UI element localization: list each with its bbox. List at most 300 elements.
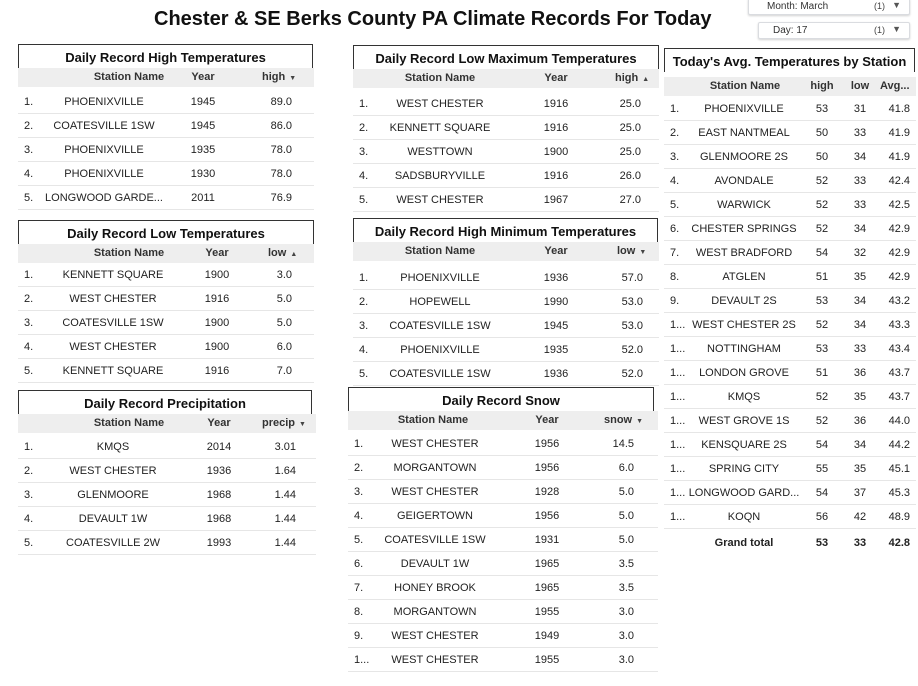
cell-avg: 44.2 [888, 439, 910, 451]
cell-station: WESTTOWN [407, 146, 473, 158]
cell-station: PHOENIXVILLE [400, 272, 480, 284]
cell-low: 34 [853, 319, 867, 331]
row-index: 4. [24, 168, 34, 180]
cell-value: 6.0 [618, 462, 634, 474]
cell-value: 25.0 [619, 146, 641, 158]
cell-value: 5.0 [276, 293, 292, 305]
column-header-low[interactable]: low [850, 80, 870, 92]
row-index: 5. [359, 194, 369, 206]
table-row [348, 648, 658, 672]
row-index: 6. [354, 558, 364, 570]
cell-station: WEST CHESTER [396, 98, 484, 110]
cell-year: 1916 [204, 293, 230, 305]
column-header-year[interactable]: Year [544, 72, 568, 84]
row-index: 1... [670, 463, 686, 475]
table-row [664, 505, 916, 529]
page-title: Chester & SE Berks County PA Climate Records For Today [154, 8, 712, 30]
total-high: 53 [815, 537, 829, 549]
cell-station: CHESTER SPRINGS [691, 223, 797, 235]
cell-station: WEST CHESTER [69, 341, 157, 353]
row-index: 3. [359, 146, 369, 158]
table-row [18, 435, 316, 459]
table-row [664, 385, 916, 409]
cell-high: 52 [815, 391, 829, 403]
row-index: 5. [24, 365, 34, 377]
cell-station: LONGWOOD GARD... [688, 487, 800, 499]
column-header-year[interactable]: Year [205, 247, 229, 259]
row-index: 1... [354, 654, 370, 666]
cell-value: 3.5 [618, 582, 634, 594]
table-header [353, 242, 659, 261]
chevron-down-icon[interactable]: ▼ [892, 0, 901, 10]
table-title: Daily Record Low Temperatures [18, 220, 314, 244]
sort-desc-icon[interactable]: ▼ [639, 249, 647, 256]
cell-station: KENSQUARE 2S [701, 439, 787, 451]
cell-year: 1956 [534, 510, 560, 522]
cell-avg: 45.3 [888, 487, 910, 499]
cell-station: HOPEWELL [409, 296, 471, 308]
cell-avg: 42.5 [888, 199, 910, 211]
cell-station: KOQN [727, 511, 761, 523]
cell-high: 50 [815, 127, 829, 139]
table-row [664, 361, 916, 385]
table-row [18, 335, 314, 359]
cell-year: 1900 [204, 269, 230, 281]
table-row [353, 290, 659, 314]
column-header-station[interactable]: Station Name [93, 417, 165, 429]
row-index: 5. [359, 368, 369, 380]
cell-station: NOTTINGHAM [707, 343, 781, 355]
cell-year: 1930 [190, 168, 216, 180]
cell-high: 52 [815, 415, 829, 427]
cell-avg: 42.9 [888, 271, 910, 283]
cell-value: 78.0 [270, 144, 292, 156]
cell-high: 52 [815, 223, 829, 235]
cell-avg: 42.9 [888, 223, 910, 235]
cell-station: WEST CHESTER [69, 465, 157, 477]
table-row [18, 162, 314, 186]
column-header-year[interactable]: Year [535, 414, 559, 426]
column-header-value[interactable]: snow ▼ [604, 414, 644, 426]
cell-low: 33 [853, 199, 867, 211]
cell-year: 2011 [191, 192, 215, 204]
cell-low: 35 [853, 391, 867, 403]
cell-year: 1949 [534, 630, 560, 642]
table-title: Daily Record Low Maximum Temperatures [353, 45, 659, 69]
row-index: 1... [670, 319, 686, 331]
cell-station: LONGWOOD GARDE... [45, 192, 163, 204]
cell-station: COATESVILLE 1SW [389, 368, 491, 380]
cell-avg: 41.8 [888, 103, 910, 115]
column-header-value[interactable]: low ▲ [268, 247, 298, 259]
row-index: 2. [354, 462, 364, 474]
cell-year: 1968 [206, 489, 232, 501]
table-row [664, 193, 916, 217]
cell-year: 1945 [190, 96, 216, 108]
month-filter[interactable] [748, 0, 910, 15]
row-index: 1. [24, 441, 34, 453]
cell-year: 1916 [543, 122, 569, 134]
cell-avg: 43.4 [888, 343, 910, 355]
cell-avg: 44.0 [888, 415, 910, 427]
cell-station: WEST CHESTER [391, 654, 479, 666]
cell-value: 1.44 [274, 513, 296, 525]
chevron-down-icon[interactable]: ▼ [892, 24, 901, 34]
cell-year: 1931 [534, 534, 560, 546]
cell-year: 1936 [543, 272, 569, 284]
cell-avg: 43.7 [888, 391, 910, 403]
cell-station: COATESVILLE 1SW [384, 534, 486, 546]
cell-low: 37 [853, 487, 867, 499]
table-row [664, 169, 916, 193]
day-filter-count: (1) [874, 25, 885, 35]
cell-year: 1965 [534, 582, 560, 594]
row-index: 1... [670, 511, 686, 523]
column-header-station[interactable]: Station Name [93, 71, 165, 83]
table-row [353, 116, 659, 140]
table-title: Daily Record Precipitation [18, 390, 312, 414]
cell-low: 32 [853, 247, 867, 259]
row-index: 3. [354, 486, 364, 498]
column-header-station[interactable]: Station Name [404, 245, 476, 257]
cell-high: 54 [815, 487, 829, 499]
cell-low: 35 [853, 463, 867, 475]
cell-low: 31 [853, 103, 867, 115]
table-row [348, 552, 658, 576]
table-title: Daily Record Snow [348, 387, 654, 411]
row-index: 7. [670, 247, 680, 259]
table-row [664, 337, 916, 361]
cell-year: 1956 [534, 462, 560, 474]
cell-station: WEST CHESTER [396, 194, 484, 206]
cell-high: 52 [815, 319, 829, 331]
row-index: 4. [359, 344, 369, 356]
cell-value: 7.0 [276, 365, 292, 377]
cell-high: 56 [815, 511, 829, 523]
cell-value: 76.9 [270, 192, 292, 204]
cell-station: PHOENIXVILLE [704, 103, 784, 115]
row-index: 3. [24, 144, 34, 156]
row-index: 4. [24, 341, 34, 353]
total-low: 33 [853, 537, 867, 549]
table-row [348, 600, 658, 624]
cell-station: DEVAULT 1W [78, 513, 148, 525]
row-index: 3. [24, 317, 34, 329]
cell-station: WARWICK [717, 199, 771, 211]
row-index: 6. [670, 223, 680, 235]
day-filter-label: Day: 17 [773, 25, 808, 36]
cell-year: 1945 [190, 120, 216, 132]
cell-value: 6.0 [276, 341, 292, 353]
cell-low: 34 [853, 151, 867, 163]
snow-table [348, 387, 658, 675]
cell-year: 1968 [206, 513, 232, 525]
cell-station: MORGANTOWN [393, 606, 477, 618]
table-row [664, 217, 916, 241]
table-title: Today's Avg. Temperatures by Station [664, 48, 915, 72]
cell-avg: 43.3 [888, 319, 910, 331]
table-header [18, 68, 314, 87]
cell-value: 27.0 [619, 194, 641, 206]
cell-station: DEVAULT 1W [400, 558, 470, 570]
cell-value: 1.64 [274, 465, 296, 477]
cell-value: 53.0 [621, 296, 643, 308]
precip-table [18, 390, 316, 556]
row-index: 9. [670, 295, 680, 307]
cell-high: 53 [815, 295, 829, 307]
table-row [353, 266, 659, 290]
cell-avg: 43.2 [888, 295, 910, 307]
table-row [18, 359, 314, 383]
table-row [664, 481, 916, 505]
avg-temps-table [664, 48, 916, 558]
table-row [18, 186, 314, 210]
table-row [18, 287, 314, 311]
cell-high: 54 [815, 439, 829, 451]
row-index: 1. [359, 98, 369, 110]
column-header-value[interactable]: high ▼ [262, 71, 297, 83]
table-row [18, 459, 316, 483]
cell-station: GEIGERTOWN [397, 510, 473, 522]
table-row [353, 362, 659, 386]
column-header-year[interactable]: Year [207, 417, 231, 429]
row-index: 1... [670, 367, 686, 379]
high-temps-table [18, 44, 314, 214]
day-filter[interactable] [758, 22, 910, 39]
column-header-station[interactable]: Station Name [404, 72, 476, 84]
cell-value: 86.0 [270, 120, 292, 132]
column-header-value[interactable]: low ▼ [617, 245, 647, 257]
low-max-table [353, 45, 659, 213]
cell-avg: 41.9 [888, 127, 910, 139]
cell-station: LONDON GROVE [699, 367, 789, 379]
column-header-station[interactable]: Station Name [709, 80, 781, 92]
column-header-year[interactable]: Year [191, 71, 215, 83]
table-row [664, 121, 916, 145]
cell-station: HONEY BROOK [394, 582, 476, 594]
table-row [664, 409, 916, 433]
cell-year: 1965 [534, 558, 560, 570]
cell-station: PHOENIXVILLE [64, 168, 144, 180]
row-index: 1. [670, 103, 680, 115]
sort-desc-icon[interactable]: ▼ [636, 418, 644, 425]
row-index: 8. [670, 271, 680, 283]
cell-station: WEST BRADFORD [695, 247, 793, 259]
table-row [18, 263, 314, 287]
cell-value: 57.0 [621, 272, 643, 284]
sort-asc-icon[interactable]: ▲ [290, 251, 298, 258]
cell-station: COATESVILLE 1SW [62, 317, 164, 329]
table-row [18, 483, 316, 507]
cell-value: 5.0 [276, 317, 292, 329]
column-header-value[interactable]: high ▲ [615, 72, 650, 84]
cell-high: 52 [815, 199, 829, 211]
table-row [348, 456, 658, 480]
sort-desc-icon[interactable]: ▼ [289, 75, 297, 82]
row-index: 3. [670, 151, 680, 163]
cell-station: COATESVILLE 1SW [389, 320, 491, 332]
cell-year: 2014 [206, 441, 232, 453]
cell-value: 52.0 [621, 344, 643, 356]
cell-value: 3.5 [618, 558, 634, 570]
row-index: 1. [359, 272, 369, 284]
cell-station: WEST CHESTER [391, 486, 479, 498]
table-row [664, 433, 916, 457]
table-row [664, 289, 916, 313]
cell-avg: 41.9 [888, 151, 910, 163]
row-index: 1... [670, 343, 686, 355]
cell-station: WEST CHESTER [391, 438, 479, 450]
column-header-year[interactable]: Year [544, 245, 568, 257]
cell-avg: 42.9 [888, 247, 910, 259]
cell-station: WEST CHESTER [69, 293, 157, 305]
row-index: 1... [670, 487, 686, 499]
cell-value: 25.0 [619, 122, 641, 134]
table-row [664, 313, 916, 337]
month-filter-count: (1) [874, 1, 885, 11]
table-row [353, 164, 659, 188]
cell-year: 1955 [534, 654, 560, 666]
column-header-station[interactable]: Station Name [93, 247, 165, 259]
cell-station: PHOENIXVILLE [400, 344, 480, 356]
table-row [664, 265, 916, 289]
cell-low: 36 [853, 367, 867, 379]
cell-station: MORGANTOWN [393, 462, 477, 474]
table-row [353, 314, 659, 338]
cell-value: 3.0 [618, 606, 634, 618]
cell-year: 1936 [206, 465, 232, 477]
cell-low: 35 [853, 271, 867, 283]
row-index: 1. [24, 96, 34, 108]
table-row [18, 114, 314, 138]
cell-station: GLENMOORE 2S [699, 151, 789, 163]
cell-avg: 43.7 [888, 367, 910, 379]
sort-asc-icon[interactable]: ▲ [642, 76, 650, 83]
table-row [664, 145, 916, 169]
cell-value: 5.0 [618, 486, 634, 498]
cell-value: 3.0 [618, 630, 634, 642]
table-header [353, 69, 659, 88]
cell-low: 34 [853, 223, 867, 235]
table-row [18, 90, 314, 114]
table-row [18, 507, 316, 531]
table-title: Daily Record High Minimum Temperatures [353, 218, 658, 242]
cell-station: KMQS [96, 441, 130, 453]
cell-station: DEVAULT 2S [711, 295, 777, 307]
cell-high: 55 [815, 463, 829, 475]
cell-year: 1935 [543, 344, 569, 356]
table-row [18, 531, 316, 555]
table-row [353, 92, 659, 116]
cell-year: 1955 [534, 606, 560, 618]
row-index: 1. [354, 438, 364, 450]
cell-value: 53.0 [621, 320, 643, 332]
cell-year: 1993 [206, 537, 232, 549]
cell-station: WEST CHESTER 2S [692, 319, 796, 331]
cell-value: 1.44 [274, 537, 296, 549]
cell-year: 1945 [543, 320, 569, 332]
table-row [348, 624, 658, 648]
row-index: 1. [24, 269, 34, 281]
cell-low: 34 [853, 295, 867, 307]
row-index: 8. [354, 606, 364, 618]
column-header-high[interactable]: high [810, 80, 834, 92]
table-row [353, 140, 659, 164]
row-index: 3. [359, 320, 369, 332]
grand-total-label: Grand total [714, 537, 774, 549]
cell-value: 25.0 [619, 98, 641, 110]
table-row [18, 138, 314, 162]
table-row [348, 576, 658, 600]
row-index: 5. [354, 534, 364, 546]
cell-low: 33 [853, 127, 867, 139]
high-min-table [353, 218, 659, 384]
cell-year: 1936 [543, 368, 569, 380]
table-row [348, 504, 658, 528]
cell-value: 14.5 [612, 438, 634, 450]
cell-avg: 48.9 [888, 511, 910, 523]
cell-year: 1967 [543, 194, 569, 206]
cell-station: PHOENIXVILLE [64, 144, 144, 156]
cell-low: 33 [853, 175, 867, 187]
table-header [18, 244, 314, 263]
row-index: 4. [359, 170, 369, 182]
cell-station: SPRING CITY [708, 463, 780, 475]
cell-station: KENNETT SQUARE [389, 122, 491, 134]
cell-avg: 45.1 [888, 463, 910, 475]
cell-year: 1990 [543, 296, 569, 308]
cell-station: COATESVILLE 1SW [53, 120, 155, 132]
column-header-avg[interactable]: Avg... [880, 80, 910, 92]
total-avg: 42.8 [888, 537, 910, 549]
column-header-value[interactable]: precip ▼ [262, 417, 306, 429]
table-row [664, 457, 916, 481]
low-temps-table [18, 220, 314, 383]
cell-station: SADSBURYVILLE [394, 170, 486, 182]
month-filter-label: Month: March [767, 1, 829, 12]
row-index: 5. [24, 192, 34, 204]
table-header [18, 414, 316, 433]
cell-station: KMQS [727, 391, 761, 403]
cell-station: KENNETT SQUARE [62, 365, 164, 377]
cell-year: 1900 [204, 317, 230, 329]
row-index: 2. [24, 120, 34, 132]
cell-year: 1935 [190, 144, 216, 156]
table-row [664, 97, 916, 121]
cell-value: 26.0 [619, 170, 641, 182]
table-row [18, 311, 314, 335]
row-index: 2. [359, 296, 369, 308]
column-header-station[interactable]: Station Name [397, 414, 469, 426]
cell-value: 5.0 [618, 510, 634, 522]
cell-year: 1916 [204, 365, 230, 377]
cell-station: AVONDALE [714, 175, 774, 187]
cell-station: EAST NANTMEAL [698, 127, 790, 139]
table-header [348, 411, 658, 430]
row-index: 1... [670, 415, 686, 427]
row-index: 2. [359, 122, 369, 134]
cell-high: 54 [815, 247, 829, 259]
cell-high: 51 [815, 367, 829, 379]
cell-station: WEST CHESTER [391, 630, 479, 642]
cell-value: 78.0 [270, 168, 292, 180]
cell-high: 50 [815, 151, 829, 163]
row-index: 4. [670, 175, 680, 187]
cell-value: 3.0 [618, 654, 634, 666]
cell-high: 52 [815, 175, 829, 187]
sort-desc-icon[interactable]: ▼ [299, 421, 306, 428]
row-index: 1... [670, 391, 686, 403]
